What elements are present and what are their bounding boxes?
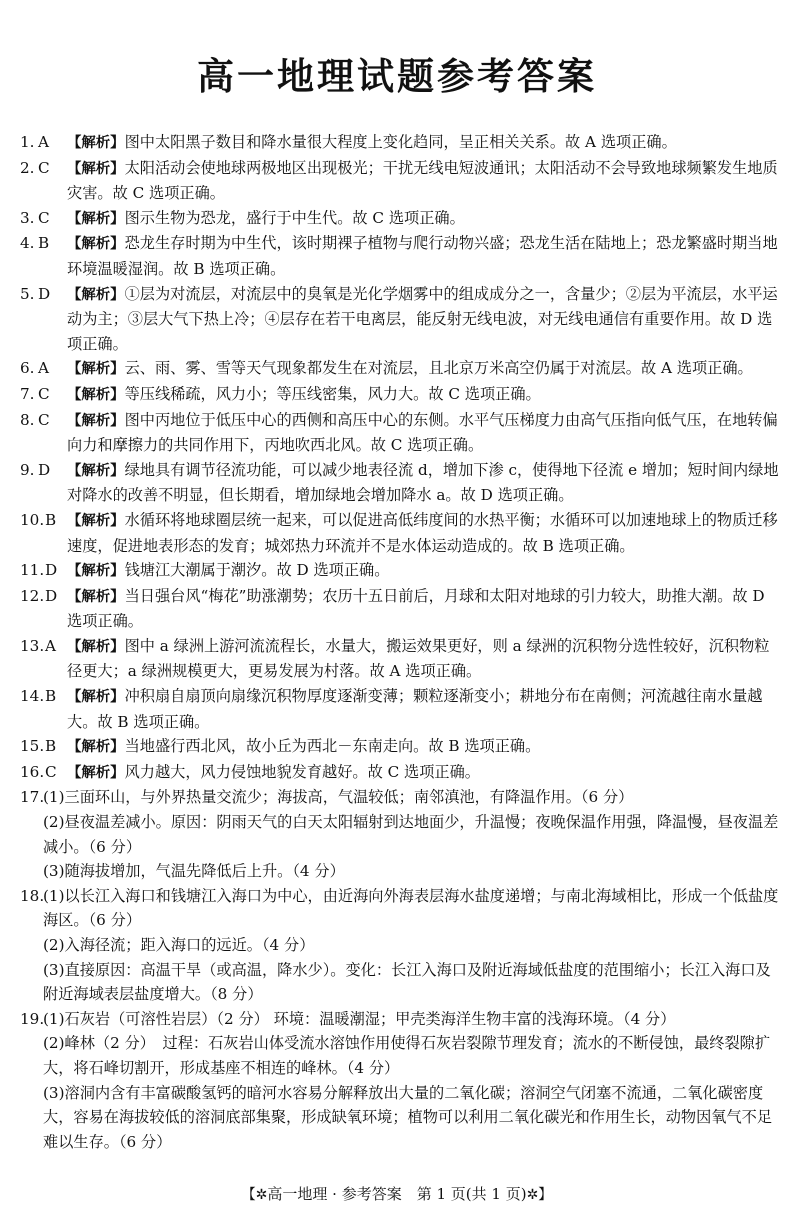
item-number: 7. (20, 384, 35, 403)
answer-item-4 (20, 231, 780, 281)
answer-item-1 (20, 130, 780, 156)
item-number: 1. (20, 133, 35, 151)
answer-item-2 (20, 156, 780, 206)
analysis-tag: 【解析】 (67, 638, 125, 655)
footer-left-ornament: 【✲ (241, 1187, 268, 1203)
answer-item-9 (20, 458, 780, 508)
analysis-tag: 【解析】 (67, 563, 125, 580)
item-number: 6. (20, 359, 35, 378)
page-footer (0, 1183, 794, 1204)
answer-item-14 (20, 684, 780, 734)
item-explanation: 【解析】①层为对流层，对流层中的臭氧是光化学烟雾中的组成成分之一，含量少；②层为平流层，水平运动为主；③层大气下热上冷；④层存在若干电离层，能反射无线电波，对无线电通信有重要作用。故 D 选项正确。 (67, 284, 778, 353)
analysis-tag: 【解析】 (67, 689, 125, 706)
item-number: 5. (20, 284, 35, 303)
analysis-tag: 【解析】 (67, 386, 125, 403)
item-explanation: 【解析】水循环将地球圈层统一起来，可以促进高低纬度间的水热平衡；水循环可以加速地球上的物质迁移速度，促进地表形态的发育；城郊热力环流并不是水体运动造成的。故 B 选项正确。 (67, 510, 778, 555)
item-explanation: 【解析】恐龙生存时期为中生代，该时期裸子植物与爬行动物兴盛；恐龙生活在陆地上；恐龙繁盛时期当地环境温暖湿润。故 B 选项正确。 (67, 234, 778, 278)
analysis-tag: 【解析】 (67, 361, 125, 378)
item-number: 9. (20, 460, 35, 479)
analysis-tag: 【解析】 (67, 135, 125, 151)
item-part: (2)峰林（2 分） 过程：石灰岩山体受流水溶蚀作用使得石灰岩裂隙节理发育；流水的不断侵蚀，最终裂隙扩大，将石峰切割开，形成基座不相连的峰林。（4 分） (43, 1034, 771, 1077)
item-answer: B (38, 234, 50, 253)
item-part: (2)入海径流；距入海口的远近。（4 分） (43, 936, 315, 954)
item-explanation: 【解析】图中 a 绿洲上游河流流程长，水量大，搬运效果更好，则 a 绿洲的沉积物分选性较好，沉积物粒径更大；a 绿洲规模更大，更易发展为村落。故 A 选项正确。 (67, 636, 770, 681)
item-part: (3)溶洞内含有丰富碳酸氢钙的暗河水容易分解释放出大量的二氧化碳；溶洞空气闭塞不流通，二氧化碳密度大，容易在海拔较低的溶洞底部集聚，形成缺氧环境；植物可以利用二氧化碳光和作用生长，动物因氧气不足难以生存。（6 分） (43, 1083, 772, 1151)
item-answer: A (38, 133, 49, 151)
item-number: 10. (20, 510, 45, 529)
item-explanation: 【解析】冲积扇自扇顶向扇缘沉积物厚度逐渐变薄；颗粒逐渐变小；耕地分布在南侧；河流越往南水量越大。故 B 选项正确。 (67, 687, 763, 731)
analysis-tag: 【解析】 (67, 764, 125, 781)
item-explanation: 【解析】太阳活动会使地球两极地区出现极光；干扰无线电短波通讯；太阳活动不会导致地球频繁发生地质灾害。故 C 选项正确。 (67, 158, 778, 203)
item-answer: A (38, 359, 49, 378)
item-number: 14. (20, 687, 45, 706)
answer-item-13 (20, 634, 780, 684)
footer-right-ornament: ✲】 (526, 1187, 553, 1203)
item-part: (1)三面环山，与外界热量交流少；海拔高，气温较低；南邻滇池，有降温作用。（6 分） (43, 788, 634, 807)
item-explanation: 【解析】图中太阳黑子数目和降水量很大程度上变化趋同，呈正相关关系。故 A 选项正确。 (67, 133, 677, 151)
analysis-tag: 【解析】 (67, 412, 125, 429)
item-parts (43, 785, 780, 883)
answer-item-17 (20, 785, 780, 883)
item-part: (3)直接原因：高温干旱（或高温，降水少）。变化：长江入海口及附近海域低盐度的范围缩小；长江入海口及附近海域表层盐度增大。（8 分） (43, 960, 771, 1004)
item-answer: D (38, 460, 51, 479)
page-title: 高一地理试题参考答案 (197, 55, 597, 98)
answer-item-18 (20, 884, 780, 1007)
answer-item-10 (20, 508, 780, 558)
analysis-tag: 【解析】 (67, 286, 125, 303)
item-number: 17. (20, 788, 45, 807)
answer-item-7 (20, 382, 780, 408)
analysis-tag: 【解析】 (67, 236, 125, 253)
item-number: 16. (20, 762, 45, 781)
item-answer: A (45, 636, 56, 655)
item-answer: B (45, 737, 57, 756)
item-explanation: 【解析】当地盛行西北风，故小丘为西北－东南走向。故 B 选项正确。 (67, 737, 541, 756)
item-number: 15. (20, 737, 45, 756)
analysis-tag: 【解析】 (67, 160, 125, 177)
item-answer: B (45, 510, 57, 529)
item-number: 8. (20, 410, 35, 429)
answer-item-6 (20, 356, 780, 382)
analysis-tag: 【解析】 (67, 210, 125, 227)
item-number: 18. (20, 886, 45, 905)
answer-item-12 (20, 584, 780, 634)
item-part: (1)石灰岩（可溶性岩层）（2 分） 环境：温暖潮湿；甲壳类海洋生物丰富的浅海环境。（4 分） (43, 1009, 676, 1028)
item-answer: D (45, 561, 58, 580)
item-number: 19. (20, 1009, 45, 1028)
item-parts (43, 884, 780, 1007)
item-answer: C (38, 208, 50, 227)
item-answer: C (45, 762, 57, 781)
analysis-tag: 【解析】 (67, 512, 125, 529)
analysis-tag: 【解析】 (67, 739, 125, 756)
item-answer: B (45, 687, 57, 706)
answer-item-5 (20, 282, 780, 357)
item-number: 12. (20, 586, 45, 605)
item-number: 4. (20, 234, 35, 253)
item-part: (3)随海拔增加，气温先降低后上升。（4 分） (43, 862, 345, 881)
item-explanation: 【解析】图中丙地位于低压中心的西侧和高压中心的东侧。水平气压梯度力由高气压指向低气压，在地转偏向力和摩擦力的共同作用下，丙地吹西北风。故 C 选项正确。 (67, 410, 778, 455)
item-number: 3. (20, 208, 35, 227)
answer-item-19 (20, 1007, 780, 1155)
item-explanation: 【解析】绿地具有调节径流功能，可以减少地表径流 d，增加下渗 c，使得地下径流 e 增加；短时间内绿地对降水的改善不明显，但长期看，增加绿地会增加降水 a。故 D 选项正确。 (67, 460, 779, 505)
item-explanation: 【解析】等压线稀疏，风力小；等压线密集，风力大。故 C 选项正确。 (67, 384, 541, 403)
item-parts (43, 1007, 780, 1155)
item-answer: D (38, 284, 51, 303)
item-number: 2. (20, 158, 35, 177)
answer-item-16 (20, 760, 780, 786)
item-explanation: 【解析】风力越大，风力侵蚀地貌发育越好。故 C 选项正确。 (67, 762, 480, 781)
analysis-tag: 【解析】 (67, 462, 125, 479)
answer-item-11 (20, 558, 780, 584)
item-answer: C (38, 158, 50, 177)
item-explanation: 【解析】云、雨、雾、雪等天气现象都发生在对流层，且北京万米高空仍属于对流层。故 A 选项正确。 (67, 359, 753, 378)
answer-list (20, 130, 780, 1154)
item-answer: D (45, 586, 58, 605)
answer-item-15 (20, 734, 780, 760)
footer-text: 高一地理 · 参考答案 第 1 页(共 1 页) (267, 1185, 527, 1203)
item-answer: C (38, 384, 50, 403)
item-explanation: 【解析】图示生物为恐龙，盛行于中生代。故 C 选项正确。 (67, 208, 465, 227)
item-number: 13. (20, 636, 45, 655)
answer-item-3 (20, 206, 780, 232)
item-explanation: 【解析】当日强台风“梅花”助涨潮势；农历十五日前后，月球和太阳对地球的引力较大，助推大潮。故 D 选项正确。 (67, 586, 765, 631)
item-part: (1)以长江入海口和钱塘江入海口为中心，由近海向外海表层海水盐度递增；与南北海域相比，形成一个低盐度海区。（6 分） (43, 886, 779, 930)
item-explanation: 【解析】钱塘江大潮属于潮汐。故 D 选项正确。 (67, 561, 390, 580)
item-part: (2)昼夜温差减小。原因：阴雨天气的白天太阳辐射到达地面少，升温慢；夜晚保温作用强，降温慢，昼夜温差减小。（6 分） (43, 813, 779, 856)
answer-item-8 (20, 408, 780, 458)
item-number: 11. (20, 561, 45, 580)
analysis-tag: 【解析】 (67, 588, 125, 605)
item-answer: C (38, 410, 50, 429)
